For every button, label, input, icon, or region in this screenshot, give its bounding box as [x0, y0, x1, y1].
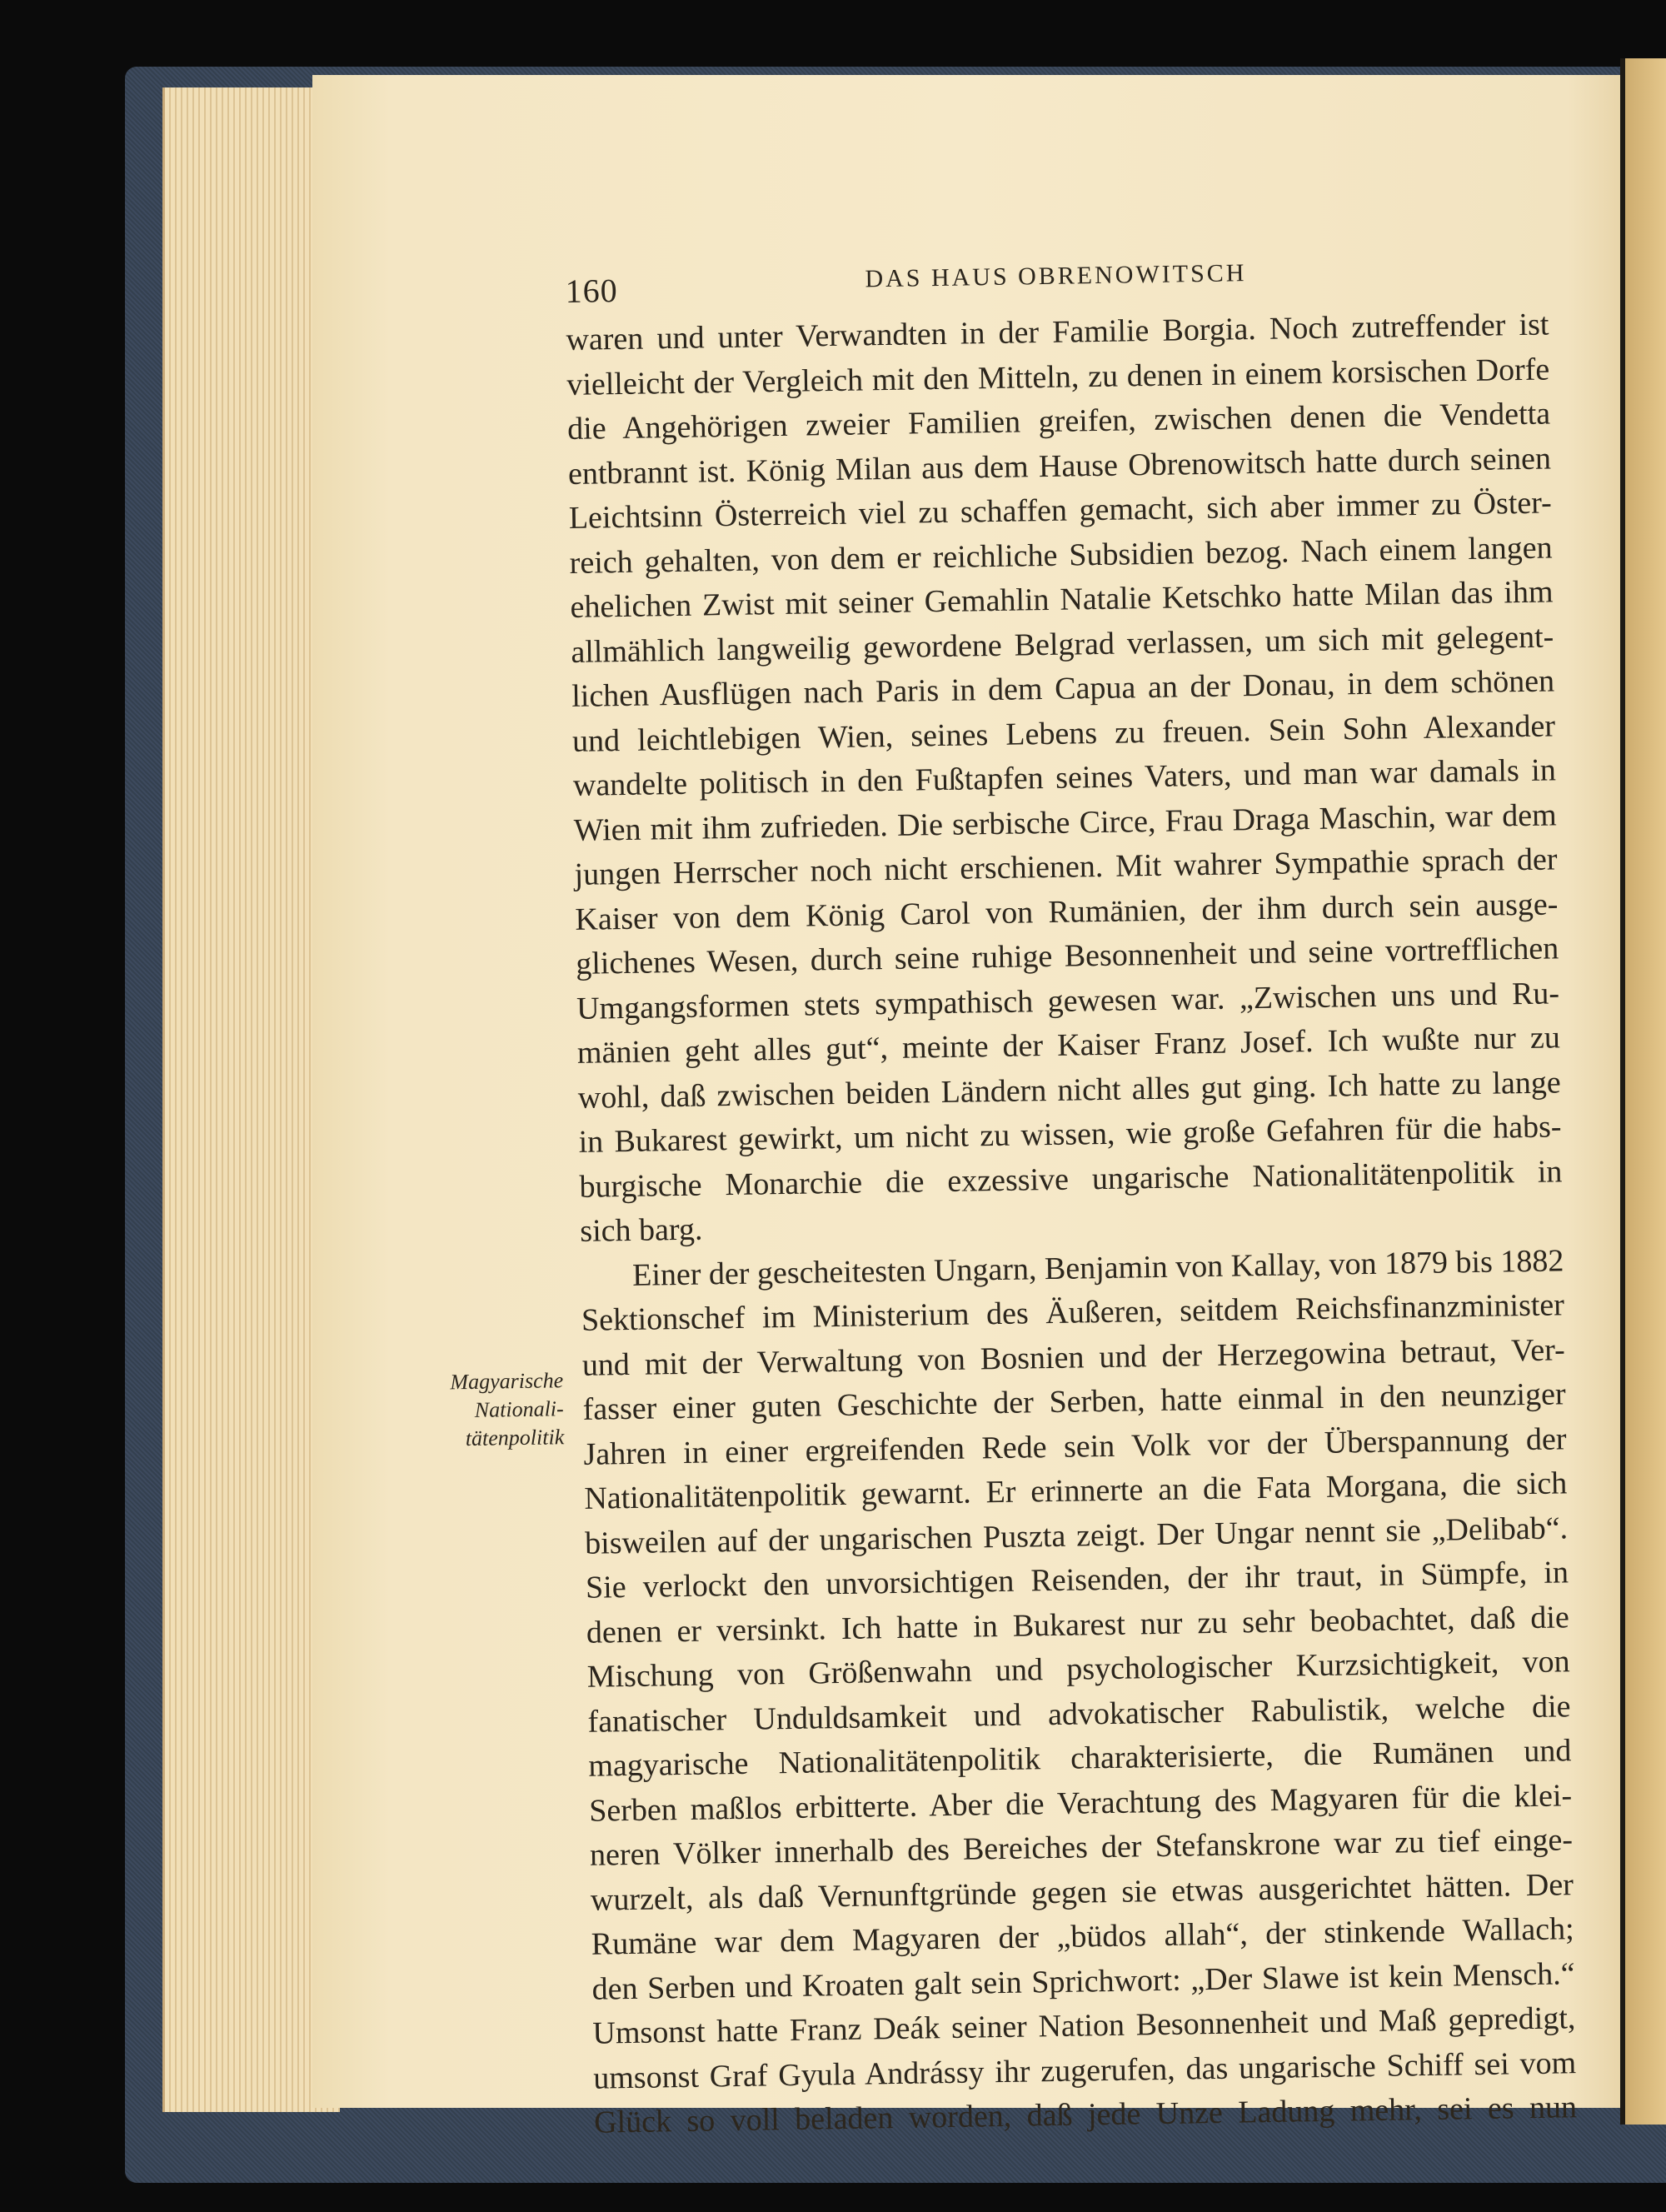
text-line: und leichtlebigen Wien, seines Lebens zu freuen. Sein Sohn Alexander — [571, 707, 1556, 759]
text-line: Rumäne war dem Magyaren der „büdos allah“, der stinkende Wallach; — [591, 1911, 1574, 1962]
text-line: entbrannt ist. König Milan aus dem Hause Obrenowitsch hatte durch seinen — [567, 440, 1552, 492]
marginal-note-line: tätenpolitik — [465, 1425, 565, 1451]
text-block — [450, 242, 1578, 2145]
text-line: umsonst Graf Gyula Andrássy ihr zugerufen, das ungarische Schiff sei vom — [592, 2045, 1577, 2096]
text-line: die Angehörigen zweier Familien greifen, zwischen denen die Vendetta — [566, 396, 1551, 447]
text-line: wandelte politisch in den Fußtapfen seines Vaters, und man war damals in — [572, 752, 1557, 803]
marginal-note-line: Magyarische — [450, 1368, 564, 1395]
text-line: Glück so voll beladen worden, daß jede Unze Ladung mehr, sei es nun — [593, 2090, 1578, 2140]
text-line: allmählich langweilig gewordene Belgrad verlassen, um sich mit gelegent- — [571, 618, 1554, 670]
text-line: waren und unter Verwandten in der Familie Borgia. Noch zutreffender ist — [566, 307, 1549, 357]
text-line: denen er versinkt. Ich hatte in Bukarest nur zu sehr beobachtet, daß die — [586, 1599, 1570, 1650]
text-line: fanatischer Unduldsamkeit und advokatischer Rabulistik, welche die — [587, 1688, 1571, 1740]
text-line: jungen Herrscher noch nicht erschienen. Mit wahrer Sympathie sprach der — [574, 841, 1558, 892]
text-line: burgische Monarchie die exzessive ungarische Nationalitätenpolitik in — [579, 1153, 1563, 1205]
text-line: Einer der gescheitesten Ungarn, Benjamin von Kallay, von 1879 bis 1882 — [631, 1242, 1564, 1293]
text-line: Sektionschef im Ministerium des Äußeren, seitdem Reichsfinanzminister — [581, 1287, 1565, 1338]
text-line: Jahren in einer ergreifenden Rede sein Volk vor der Überspannung der — [583, 1421, 1567, 1472]
text-line: Umgangsformen stets sympathisch gewesen war. „Zwischen uns und Ru- — [576, 975, 1560, 1026]
text-line: magyarische Nationalitätenpolitik charakterisierte, die Rumänen und — [588, 1733, 1572, 1784]
text-line: fasser einer guten Geschichte der Serben, hatte einmal in den neunziger — [582, 1376, 1566, 1427]
text-line: reich gehalten, von dem er reichliche Subsidien bezog. Nach einem langen — [569, 529, 1553, 581]
text-line: lichen Ausflügen nach Paris in dem Capua an der Donau, in dem schönen — [571, 663, 1555, 714]
text-line: Mischung von Größenwahn und psychologischer Kurzsichtigkeit, von — [586, 1644, 1570, 1695]
text-line: Nationalitätenpolitik gewarnt. Er erinnerte an die Fata Morgana, die sich — [584, 1466, 1568, 1516]
text-line: vielleicht der Vergleich mit den Mitteln, zu denen in einem korsischen Dorfe — [566, 351, 1550, 402]
text-line: und mit der Verwaltung von Bosnien und der Herzegowina betraut, Ver- — [581, 1331, 1566, 1383]
body-text — [566, 302, 1577, 2145]
text-line: in Bukarest gewirkt, um nicht zu wissen, wie große Gefahren für die habs- — [578, 1109, 1562, 1160]
gutter-shadow — [1620, 58, 1625, 2125]
facing-page-edge — [1620, 58, 1666, 2125]
text-line: Kaiser von dem König Carol von Rumänien, der ihm durch sein ausge- — [575, 886, 1559, 937]
text-line: bisweilen auf der ungarischen Puszta zeigt. Der Ungar nennt sie „Delibab“. — [584, 1510, 1569, 1561]
text-line: den Serben und Kroaten galt sein Sprichwort: „Der Slawe ist kein Mensch.“ — [591, 1955, 1575, 2007]
running-title: DAS HAUS OBRENOWITSCH — [865, 259, 1247, 293]
marginal-note-line: Nationali- — [474, 1396, 564, 1422]
text-line: Sie verlockt den unvorsichtigen Reisenden, der ihr traut, in Sümpfe, in — [585, 1555, 1569, 1605]
marginal-note — [420, 1366, 565, 1454]
text-line: Leichtsinn Österreich viel zu schaffen gemacht, sich aber immer zu Öster- — [568, 485, 1553, 536]
text-line: sich barg. — [580, 1211, 703, 1249]
text-line: mänien geht alles gut“, meinte der Kaiser Franz Josef. Ich wußte nur zu — [576, 1020, 1561, 1071]
text-line: glichenes Wesen, durch seine ruhige Besonnenheit und seine vortrefflichen — [575, 931, 1559, 981]
text-line: Wien mit ihm zufrieden. Die serbische Circe, Frau Draga Maschin, war dem — [573, 796, 1557, 848]
text-line: ehelichen Zwist mit seiner Gemahlin Natalie Ketschko hatte Milan das ihm — [570, 574, 1554, 625]
text-line: wohl, daß zwischen beiden Ländern nicht alles gut ging. Ich hatte zu lange — [577, 1064, 1562, 1116]
text-line: neren Völker innerhalb des Bereiches der Stefanskrone war zu tief einge- — [589, 1822, 1574, 1873]
text-line: wurzelt, als daß Vernunftgründe gegen sie etwas ausgerichtet hätten. Der — [590, 1866, 1574, 1918]
text-line: Umsonst hatte Franz Deák seiner Nation Besonnenheit und Maß gepredigt, — [592, 2000, 1576, 2051]
text-line: Serben maßlos erbitterte. Aber die Verachtung des Magyaren für die klei- — [588, 1777, 1573, 1829]
page-number: 160 — [565, 272, 618, 310]
